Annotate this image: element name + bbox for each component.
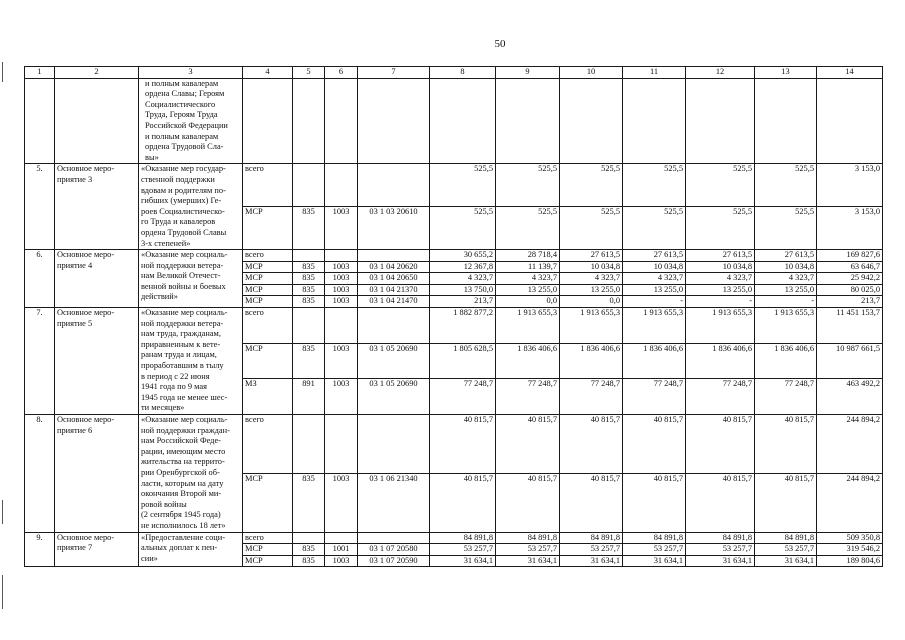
executor-cell: МЗ <box>243 379 293 415</box>
measure-title-line: ной поддержки ветера- <box>141 260 224 270</box>
column-number: 3 <box>139 67 243 79</box>
total-value: 10 987 661,5 <box>817 343 883 379</box>
executor-cell: МСР <box>243 273 293 285</box>
measure-title-line: ордена Трудовой Сла- <box>145 142 224 152</box>
table-row <box>25 250 883 262</box>
event-name-line: Основное меро- <box>57 164 115 174</box>
event-name-line: приятие 4 <box>57 260 93 270</box>
measure-title-line: Российской Федерации <box>145 120 228 130</box>
table-row <box>25 164 883 207</box>
grbs-code <box>293 250 325 262</box>
year-value: 31 634,1 <box>623 555 686 567</box>
section-code: 1003 <box>325 555 358 567</box>
year-value: 0,0 <box>560 296 623 308</box>
section-code: 1003 <box>325 473 358 532</box>
year-value: 1 913 655,3 <box>623 308 686 344</box>
year-value: 1 836 406,6 <box>686 343 755 379</box>
target-article-code: 03 1 04 20650 <box>358 273 430 285</box>
measure-title-line: ственной поддержки <box>141 174 215 184</box>
total-value: 3 153,0 <box>817 207 883 250</box>
grbs-code: 835 <box>293 273 325 285</box>
year-value: 13 255,0 <box>755 284 817 296</box>
year-value: 77 248,7 <box>560 379 623 415</box>
year-value: 84 891,8 <box>496 532 560 544</box>
year-value: 30 655,2 <box>430 250 496 262</box>
grbs-code <box>293 164 325 207</box>
measure-title-line: «Оказание мер социаль- <box>141 415 228 424</box>
item-number: 5. <box>25 164 55 250</box>
year-value: 84 891,8 <box>686 532 755 544</box>
event-name-line: Основное меро- <box>57 250 115 260</box>
executor-cell: МСР <box>243 544 293 556</box>
year-value: 40 815,7 <box>496 415 560 474</box>
measure-title-line: приравненным к вете- <box>141 339 221 349</box>
measure-title-line: роев Социалистическо- <box>141 206 225 216</box>
year-value: 1 836 406,6 <box>496 343 560 379</box>
year-value: 53 257,7 <box>430 544 496 556</box>
year-value: 13 750,0 <box>430 284 496 296</box>
column-number: 10 <box>560 67 623 79</box>
measure-title-line: вдовам и родителям по- <box>141 185 226 195</box>
year-value: 53 257,7 <box>686 544 755 556</box>
year-value: 31 634,1 <box>686 555 755 567</box>
total-value: 213,7 <box>817 296 883 308</box>
year-value: 1 913 655,3 <box>755 308 817 344</box>
grbs-code: 835 <box>293 473 325 532</box>
left-margin-mark <box>2 575 3 609</box>
section-code: 1003 <box>325 379 358 415</box>
section-code: 1003 <box>325 296 358 308</box>
year-value: 53 257,7 <box>496 544 560 556</box>
year-value: 12 367,8 <box>430 261 496 273</box>
executor-cell: МСР <box>243 555 293 567</box>
total-value: 189 804,6 <box>817 555 883 567</box>
event-name <box>55 532 139 567</box>
year-value: 525,5 <box>560 164 623 207</box>
event-name-line: приятие 3 <box>57 174 93 184</box>
table-cell <box>325 78 358 164</box>
measure-title-line: действий» <box>141 292 178 302</box>
table-cell <box>560 78 623 164</box>
year-value: 84 891,8 <box>623 532 686 544</box>
item-number: 9. <box>25 532 55 567</box>
item-number: 7. <box>25 308 55 415</box>
target-article-code: 03 1 05 20690 <box>358 343 430 379</box>
table-cell <box>755 78 817 164</box>
column-number: 1 <box>25 67 55 79</box>
year-value: 1 836 406,6 <box>560 343 623 379</box>
target-article-code: 03 1 06 21340 <box>358 473 430 532</box>
year-value: 40 815,7 <box>560 415 623 474</box>
year-value: 77 248,7 <box>496 379 560 415</box>
header-row <box>25 67 883 79</box>
target-article-code: 03 1 07 20580 <box>358 544 430 556</box>
measure-title-line: «Оказание мер государ- <box>141 164 226 174</box>
measure-title-line: окончания Второй ми- <box>141 489 222 499</box>
grbs-code <box>293 532 325 544</box>
year-value: - <box>686 296 755 308</box>
target-article-code <box>358 308 430 344</box>
table-cell <box>496 78 560 164</box>
year-value: 40 815,7 <box>430 473 496 532</box>
year-value: 4 323,7 <box>430 273 496 285</box>
total-value: 244 894,2 <box>817 473 883 532</box>
table-cell <box>243 78 293 164</box>
year-value: - <box>755 296 817 308</box>
executor-cell: МСР <box>243 261 293 273</box>
measure-title-line: и полным кавалерам <box>145 131 219 141</box>
measure-title-line: «Оказание мер социаль- <box>141 308 228 318</box>
executor-cell: МСР <box>243 207 293 250</box>
measure-title-line: вы» <box>145 152 159 162</box>
measure-title-line: го Труда и кавалеров <box>141 217 216 227</box>
target-article-code: 03 1 04 21470 <box>358 296 430 308</box>
year-value: 40 815,7 <box>686 473 755 532</box>
year-value: 31 634,1 <box>560 555 623 567</box>
year-value: 13 255,0 <box>686 284 755 296</box>
year-value: 525,5 <box>755 207 817 250</box>
executor-cell: всего <box>243 415 293 474</box>
year-value: 525,5 <box>623 164 686 207</box>
column-number: 14 <box>817 67 883 79</box>
table-cell <box>25 78 55 164</box>
measure-title-line: 3-х степеней» <box>141 238 191 248</box>
year-value: 53 257,7 <box>755 544 817 556</box>
target-article-code: 03 1 04 21370 <box>358 284 430 296</box>
measure-title <box>139 250 243 308</box>
measure-title-line: и полным кавалерам <box>145 78 219 88</box>
measure-title-line: рации, имеющим место <box>141 446 226 456</box>
measure-title-line: не исполнилось 18 лет» <box>141 520 226 530</box>
grbs-code: 891 <box>293 379 325 415</box>
year-value: 525,5 <box>623 207 686 250</box>
year-value: 13 255,0 <box>560 284 623 296</box>
year-value: 31 634,1 <box>430 555 496 567</box>
measure-title-line: нам Российской Феде- <box>141 436 221 446</box>
measure-title-line: ти месяцев» <box>141 403 185 413</box>
column-number: 7 <box>358 67 430 79</box>
grbs-code: 835 <box>293 207 325 250</box>
measure-title-line: рии Оренбургской об- <box>141 467 220 477</box>
section-code: 1003 <box>325 284 358 296</box>
year-value: 40 815,7 <box>430 415 496 474</box>
target-article-code: 03 1 05 20690 <box>358 379 430 415</box>
section-code <box>325 532 358 544</box>
section-code <box>325 250 358 262</box>
table-cell <box>817 78 883 164</box>
total-value: 169 827,6 <box>817 250 883 262</box>
column-number: 6 <box>325 67 358 79</box>
year-value: 77 248,7 <box>755 379 817 415</box>
measure-title-line: гибших (умерших) Ге- <box>141 196 222 206</box>
page-number: 50 <box>494 38 506 50</box>
measure-title-line: ласти, которым на дату <box>141 478 224 488</box>
year-value: 1 913 655,3 <box>686 308 755 344</box>
executor-cell: всего <box>243 532 293 544</box>
measure-title-line: ранам труда и лицам, <box>141 350 217 360</box>
grbs-code: 835 <box>293 343 325 379</box>
year-value: 31 634,1 <box>496 555 560 567</box>
measure-title <box>139 532 243 567</box>
year-value: 27 613,5 <box>623 250 686 262</box>
year-value: 525,5 <box>430 207 496 250</box>
measure-title-line: «Предоставление соци- <box>141 532 226 542</box>
year-value: 4 323,7 <box>560 273 623 285</box>
year-value: 53 257,7 <box>623 544 686 556</box>
table-cell <box>623 78 686 164</box>
budget-table <box>24 66 883 567</box>
year-value: 1 805 628,5 <box>430 343 496 379</box>
table-cell <box>430 78 496 164</box>
year-value: 0,0 <box>496 296 560 308</box>
grbs-code <box>293 415 325 474</box>
column-number: 5 <box>293 67 325 79</box>
measure-title-line: ровой войны <box>141 499 187 509</box>
grbs-code <box>293 308 325 344</box>
year-value: 40 815,7 <box>755 473 817 532</box>
left-margin-mark <box>2 500 3 524</box>
executor-cell: МСР <box>243 473 293 532</box>
total-value: 25 942,2 <box>817 273 883 285</box>
event-name-line: приятие 7 <box>57 543 93 553</box>
target-article-code <box>358 250 430 262</box>
total-value: 3 153,0 <box>817 164 883 207</box>
measure-title-line: ордена Трудовой Славы <box>141 227 227 237</box>
measure-title-line: ной поддержки ветера- <box>141 318 224 328</box>
executor-cell: МСР <box>243 343 293 379</box>
measure-title-line: «Оказание мер социаль- <box>141 250 228 260</box>
measure-title-line: венной войны и боевых <box>141 281 226 291</box>
measure-title-line: в период с 22 июня <box>141 371 210 381</box>
measure-title-line: нам труда, гражданам, <box>141 329 221 339</box>
total-value: 463 492,2 <box>817 379 883 415</box>
measure-title-line: сии» <box>141 553 158 563</box>
year-value: 4 323,7 <box>755 273 817 285</box>
year-value: 11 139,7 <box>496 261 560 273</box>
year-value: 4 323,7 <box>686 273 755 285</box>
year-value: 28 718,4 <box>496 250 560 262</box>
year-value: 1 836 406,6 <box>623 343 686 379</box>
event-name-line: Основное меро- <box>57 308 115 318</box>
section-code: 1003 <box>325 207 358 250</box>
target-article-code <box>358 415 430 474</box>
year-value: 4 323,7 <box>496 273 560 285</box>
year-value: 4 323,7 <box>623 273 686 285</box>
event-name <box>55 308 139 415</box>
year-value: 77 248,7 <box>430 379 496 415</box>
left-margin-mark <box>2 62 3 82</box>
year-value: 1 836 406,6 <box>755 343 817 379</box>
column-number: 9 <box>496 67 560 79</box>
column-number: 8 <box>430 67 496 79</box>
grbs-code: 835 <box>293 261 325 273</box>
measure-title-line: ордена Славы; Героям <box>145 89 225 99</box>
measure-title-line: нам Великой Отечест- <box>141 271 221 281</box>
table-row <box>25 532 883 544</box>
year-value: 525,5 <box>755 164 817 207</box>
year-value: 53 257,7 <box>560 544 623 556</box>
table-cell <box>293 78 325 164</box>
table-cell <box>139 78 243 164</box>
year-value: 84 891,8 <box>560 532 623 544</box>
year-value: 77 248,7 <box>686 379 755 415</box>
column-number: 11 <box>623 67 686 79</box>
year-value: 84 891,8 <box>430 532 496 544</box>
measure-title-line: проработавшим в тылу <box>141 361 224 371</box>
table-cell <box>358 78 430 164</box>
section-code: 1001 <box>325 544 358 556</box>
target-article-code: 03 1 04 20620 <box>358 261 430 273</box>
year-value: 10 034,8 <box>623 261 686 273</box>
year-value: 525,5 <box>686 207 755 250</box>
measure-title-line: альных доплат к пен- <box>141 543 218 553</box>
grbs-code: 835 <box>293 555 325 567</box>
item-number: 8. <box>25 415 55 533</box>
event-name <box>55 164 139 250</box>
event-name-line: Основное меро- <box>57 415 115 424</box>
section-code <box>325 308 358 344</box>
measure-title-line: 1945 года не менее шес- <box>141 392 228 402</box>
year-value: 27 613,5 <box>560 250 623 262</box>
year-value: 13 255,0 <box>496 284 560 296</box>
year-value: 213,7 <box>430 296 496 308</box>
event-name-line: Основное меро- <box>57 532 115 542</box>
table-row <box>25 78 883 164</box>
year-value: 525,5 <box>686 164 755 207</box>
executor-cell: МСР <box>243 284 293 296</box>
grbs-code: 835 <box>293 296 325 308</box>
total-value: 63 646,7 <box>817 261 883 273</box>
target-article-code: 03 1 03 20610 <box>358 207 430 250</box>
executor-cell: всего <box>243 308 293 344</box>
table-cell <box>686 78 755 164</box>
target-article-code <box>358 532 430 544</box>
total-value: 244 894,2 <box>817 415 883 474</box>
table-row <box>25 308 883 344</box>
event-name-line: приятие 6 <box>57 425 93 435</box>
event-name-line: приятие 5 <box>57 318 93 328</box>
column-number: 2 <box>55 67 139 79</box>
target-article-code <box>358 164 430 207</box>
total-value: 80 025,0 <box>817 284 883 296</box>
executor-cell: МСР <box>243 296 293 308</box>
column-number: 12 <box>686 67 755 79</box>
year-value: 13 255,0 <box>623 284 686 296</box>
year-value: 10 034,8 <box>755 261 817 273</box>
grbs-code: 835 <box>293 284 325 296</box>
section-code: 1003 <box>325 273 358 285</box>
event-name <box>55 250 139 308</box>
section-code: 1003 <box>325 261 358 273</box>
year-value: - <box>623 296 686 308</box>
year-value: 84 891,8 <box>755 532 817 544</box>
year-value: 40 815,7 <box>623 473 686 532</box>
executor-cell: всего <box>243 164 293 207</box>
measure-title <box>139 415 243 533</box>
event-name <box>55 415 139 533</box>
year-value: 31 634,1 <box>755 555 817 567</box>
executor-cell: всего <box>243 250 293 262</box>
section-code: 1003 <box>325 343 358 379</box>
measure-title <box>139 308 243 415</box>
total-value: 319 546,2 <box>817 544 883 556</box>
measure-title-line: ной поддержки граждан- <box>141 425 230 435</box>
year-value: 1 913 655,3 <box>496 308 560 344</box>
year-value: 40 815,7 <box>496 473 560 532</box>
year-value: 40 815,7 <box>755 415 817 474</box>
year-value: 10 034,8 <box>686 261 755 273</box>
section-code <box>325 415 358 474</box>
year-value: 27 613,5 <box>686 250 755 262</box>
year-value: 40 815,7 <box>686 415 755 474</box>
measure-title-line: Труда, Героям Труда <box>145 110 218 120</box>
year-value: 1 882 877,2 <box>430 308 496 344</box>
year-value: 77 248,7 <box>623 379 686 415</box>
target-article-code: 03 1 07 20590 <box>358 555 430 567</box>
table-row <box>25 415 883 474</box>
table-cell <box>55 78 139 164</box>
column-number: 4 <box>243 67 293 79</box>
year-value: 40 815,7 <box>623 415 686 474</box>
year-value: 525,5 <box>430 164 496 207</box>
year-value: 27 613,5 <box>755 250 817 262</box>
measure-title-line: (2 сентября 1945 года) <box>141 510 221 520</box>
year-value: 525,5 <box>496 164 560 207</box>
grbs-code: 835 <box>293 544 325 556</box>
total-value: 11 451 153,7 <box>817 308 883 344</box>
measure-title-line: Социалистического <box>145 99 216 109</box>
year-value: 525,5 <box>560 207 623 250</box>
year-value: 40 815,7 <box>560 473 623 532</box>
measure-title-line: жительства на террито- <box>141 457 225 467</box>
year-value: 1 913 655,3 <box>560 308 623 344</box>
year-value: 525,5 <box>496 207 560 250</box>
item-number: 6. <box>25 250 55 308</box>
column-number: 13 <box>755 67 817 79</box>
measure-title <box>139 164 243 250</box>
section-code <box>325 164 358 207</box>
total-value: 509 350,8 <box>817 532 883 544</box>
measure-title-line: 1941 года по 9 мая <box>141 382 207 392</box>
year-value: 10 034,8 <box>560 261 623 273</box>
